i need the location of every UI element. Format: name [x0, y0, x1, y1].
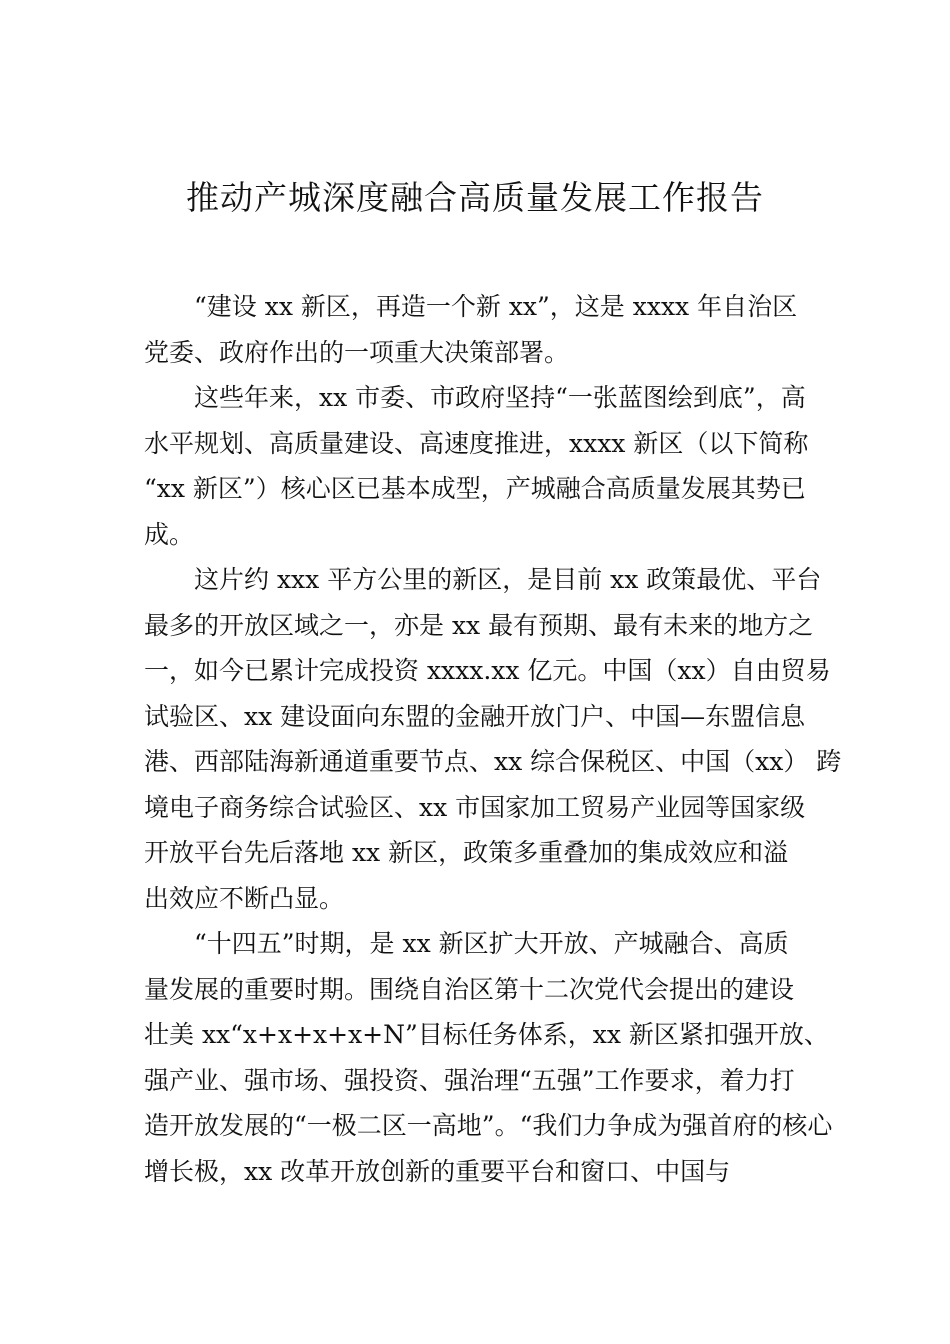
- document-body: [144, 284, 842, 1194]
- paragraph-3: [144, 557, 842, 921]
- paragraph-line: “十四五”时期，是 xx 新区扩大开放、产城融合、高质: [194, 929, 789, 958]
- paragraph-line: 强产业、强市场、强投资、强治理“五强”工作要求，着力打: [144, 1065, 795, 1095]
- paragraph-line: “xx 新区”）核心区已基本成型，产城融合高质量发展其势已: [144, 474, 806, 503]
- paragraph-line: 这片约 xxx 平方公里的新区，是目前 xx 政策最优、平台: [194, 565, 822, 594]
- document-title: 推动产城深度融合高质量发展工作报告: [186, 178, 764, 217]
- paragraph-line: 港、西部陆海新通道重要节点、xx 综合保税区、中国（xx） 跨: [144, 747, 842, 776]
- paragraph-line: 量发展的重要时期。围绕自治区第十二次党代会提出的建设: [144, 974, 795, 1004]
- paragraph-1: [144, 284, 814, 375]
- paragraph-line: 一，如今已累计完成投资 xxxx.xx 亿元。中国（xx）自由贸易: [144, 656, 831, 685]
- paragraph-line: 增长极，xx 改革开放创新的重要平台和窗口、中国与: [144, 1156, 731, 1186]
- paragraph-line: 成。: [144, 519, 195, 549]
- paragraph-line: 出效应不断凸显。: [144, 883, 345, 913]
- paragraph-line: 试验区、xx 建设面向东盟的金融开放门户、中国—东盟信息: [144, 701, 806, 731]
- paragraph-line: “建设 xx 新区，再造一个新 xx”，这是 xxxx 年自治区: [194, 292, 798, 321]
- paragraph-2: [144, 375, 814, 557]
- paragraph-line: 开放平台先后落地 xx 新区，政策多重叠加的集成效应和溢: [144, 838, 789, 867]
- paragraph-4: [144, 921, 833, 1194]
- paragraph-line: 境电子商务综合试验区、xx 市国家加工贸易产业园等国家级: [144, 792, 806, 822]
- paragraph-line: 壮美 xx“x+x+x+x+N”目标任务体系，xx 新区紧扣强开放、: [144, 1020, 829, 1049]
- paragraph-line: 最多的开放区域之一，亦是 xx 最有预期、最有未来的地方之: [144, 610, 814, 640]
- paragraph-line: 造开放发展的“一极二区一高地”。“我们力争成为强首府的核心: [144, 1111, 833, 1140]
- paragraph-line: 这些年来，xx 市委、市政府坚持“一张蓝图绘到底”，高: [194, 383, 806, 412]
- paragraph-line: 水平规划、高质量建设、高速度推进，xxxx 新区（以下简称: [144, 428, 809, 458]
- paragraph-line: 党委、政府作出的一项重大决策部署。: [144, 337, 570, 367]
